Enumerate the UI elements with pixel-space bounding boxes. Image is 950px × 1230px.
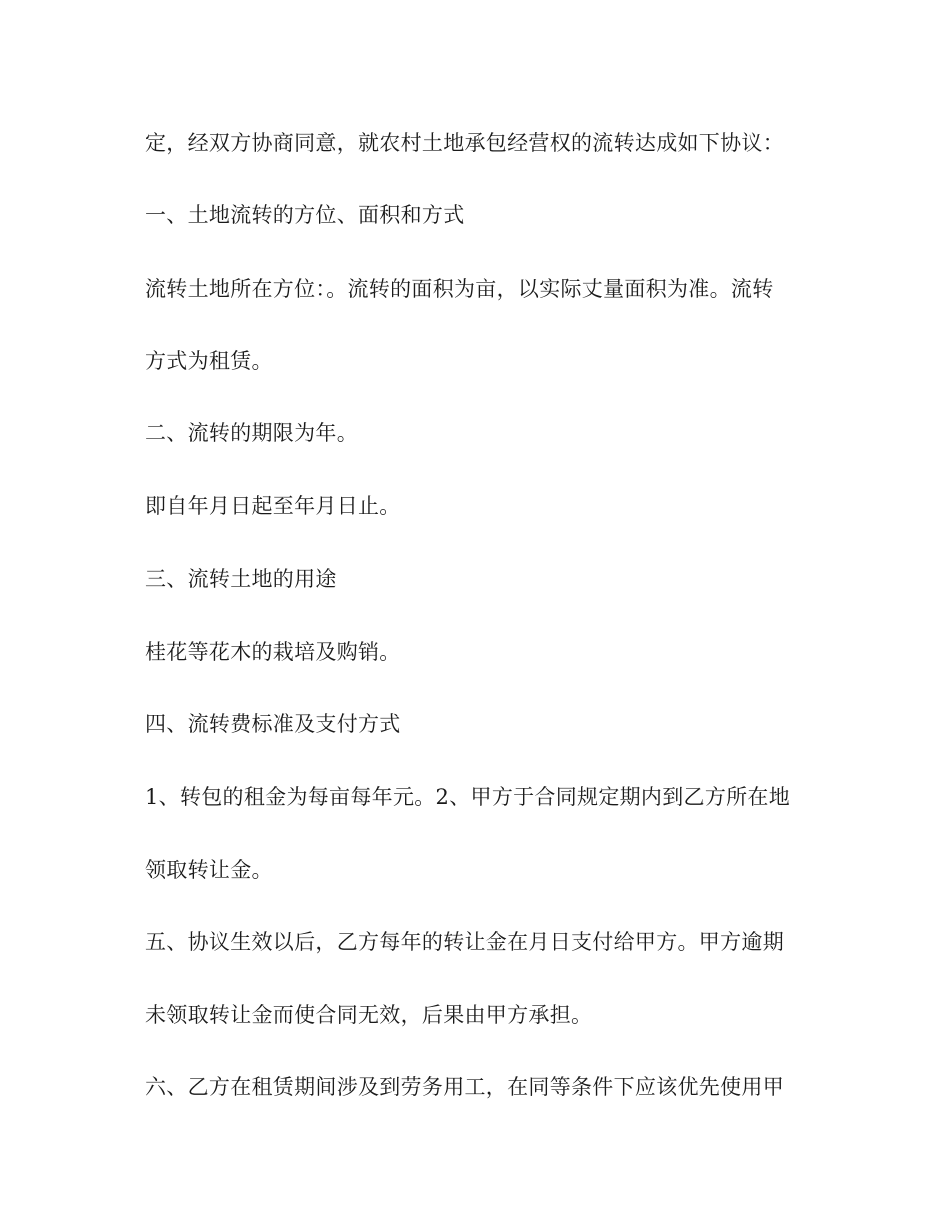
text-line-period: 即自年月日起至年月日止。: [145, 494, 401, 518]
text-line-usage: 桂花等花木的栽培及购销。: [145, 640, 401, 664]
text-line-method: 方式为租赁。: [145, 349, 273, 373]
section-heading-2: 二、流转的期限为年。: [145, 421, 358, 445]
section-heading-4: 四、流转费标准及支付方式: [145, 712, 401, 736]
text-line-collect: 领取转让金。: [145, 858, 273, 882]
text-line-consequence: 未领取转让金而使合同无效，后果由甲方承担。: [145, 1003, 593, 1027]
section-heading-5: 五、协议生效以后，乙方每年的转让金在月日支付给甲方。甲方逾期: [145, 930, 784, 954]
text-line-location: 流转土地所在方位：。流转的面积为亩，以实际丈量面积为准。流转: [145, 277, 774, 301]
section-heading-6: 六、乙方在租赁期间涉及到劳务用工，在同等条件下应该优先使用甲: [145, 1075, 784, 1099]
text-line-preamble: 定，经双方协商同意，就农村土地承包经营权的流转达成如下协议：: [145, 131, 784, 155]
text-line-rent: 1、转包的租金为每亩每年元。2、甲方于合同规定期内到乙方所在地: [145, 785, 791, 809]
section-heading-3: 三、流转土地的用途: [145, 567, 337, 591]
section-heading-1: 一、土地流转的方位、面积和方式: [145, 203, 465, 227]
